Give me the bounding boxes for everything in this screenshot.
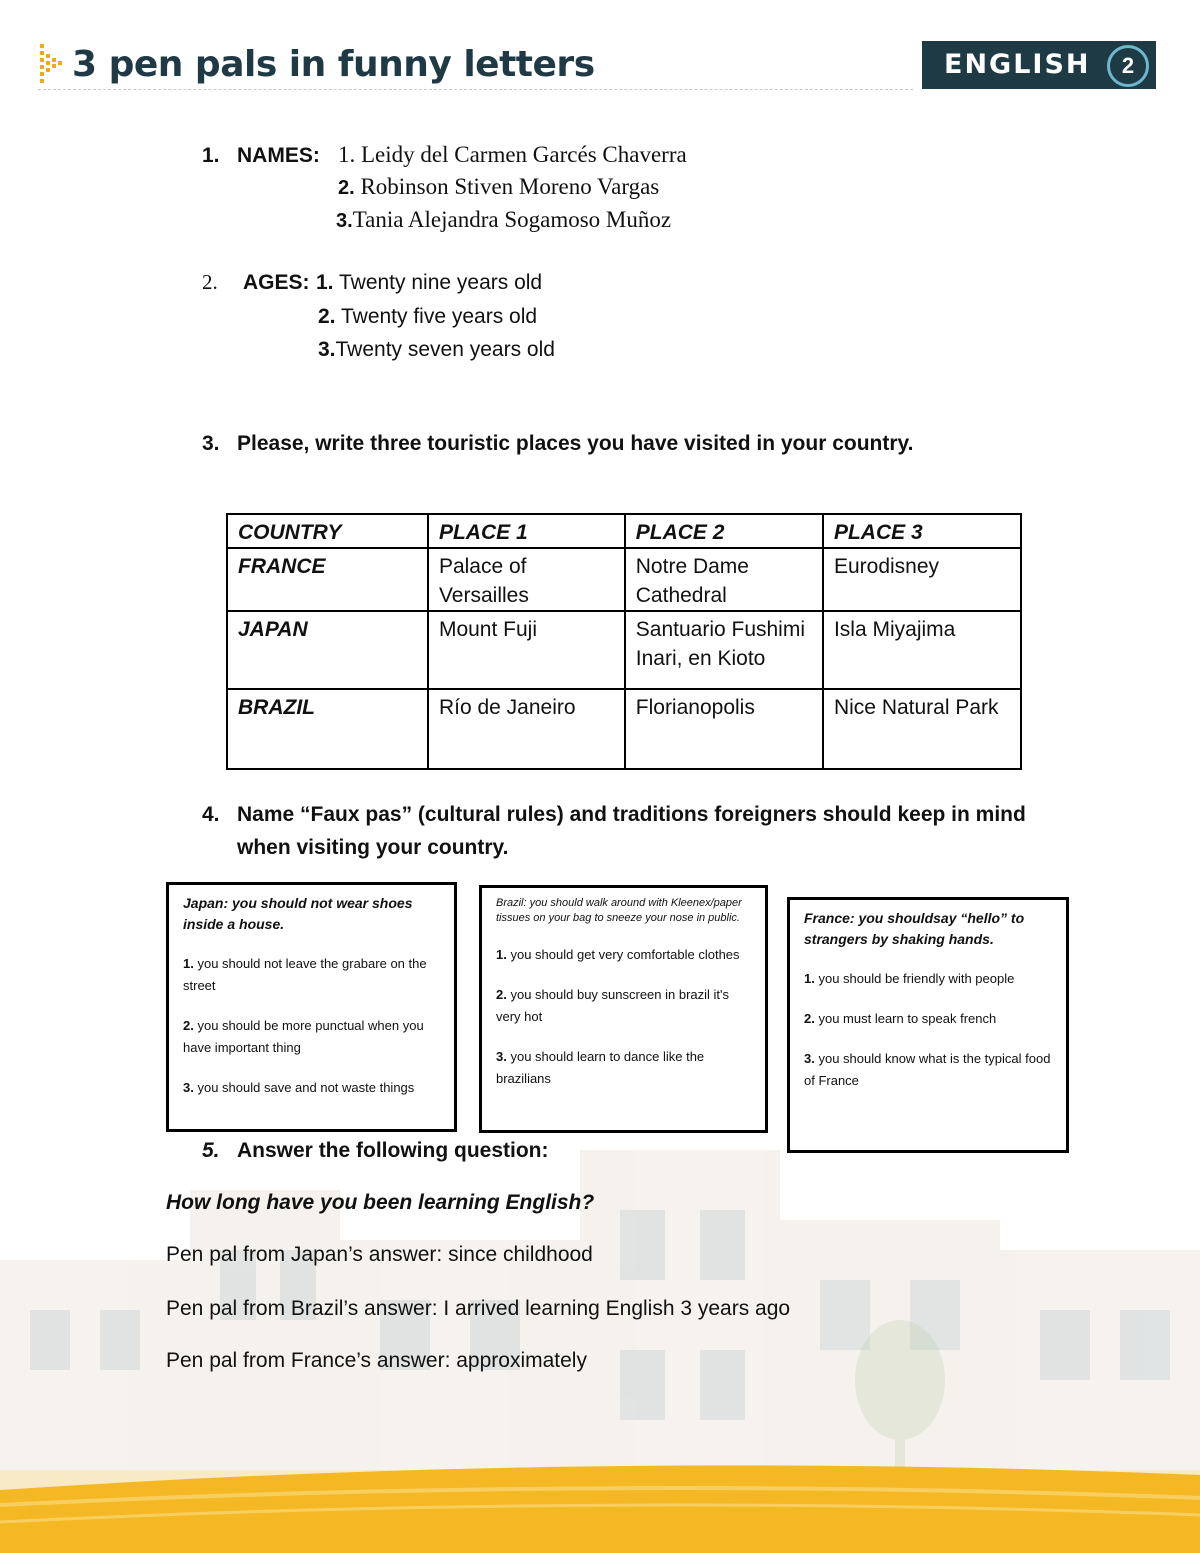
country-cell: FRANCE xyxy=(227,548,428,611)
name-item-1: 1. Leidy del Carmen Garcés Chaverra xyxy=(338,142,687,167)
q3-text: Please, write three touristic places you have visited in your country. xyxy=(237,432,914,455)
japan-tip-2: 2. you should be more punctual when you have important thing xyxy=(183,1018,424,1055)
france-tip-1: 1. you should be friendly with people xyxy=(804,971,1015,986)
play-arrow-logo-icon xyxy=(38,42,64,86)
brazil-box-heading: Brazil: you should walk around with Kleenex/paper tissues on your bag to sneeze your nose in public. xyxy=(496,897,742,924)
country-cell: BRAZIL xyxy=(227,689,428,769)
name-item-3: 3.Tania Alejandra Sogamoso Muñoz xyxy=(336,207,672,232)
level-number-badge: 2 xyxy=(1107,45,1149,87)
japan-tip-1: 1. you should not leave the grabare on the street xyxy=(183,956,427,993)
q5-question: How long have you been learning English? xyxy=(166,1191,595,1214)
france-tip-2: 2. you must learn to speak french xyxy=(804,1011,997,1026)
france-box-heading: France: you shouldsay “hello” to strangers by shaking hands. xyxy=(804,910,1025,947)
brazil-faux-pas-box xyxy=(479,885,768,1133)
badge-label: ENGLISH xyxy=(944,49,1091,80)
q5-label: Answer the following question: xyxy=(237,1139,549,1162)
place-cell: Nice Natural Park xyxy=(823,689,1021,769)
title-underline xyxy=(38,89,913,90)
brazil-tip-2: 2. you should buy sunscreen in brazil it's very hot xyxy=(496,987,730,1024)
q4-text-line-2: when visiting your country. xyxy=(237,836,509,859)
q1-number: 1. xyxy=(202,144,220,167)
header-place-3: PLACE 3 xyxy=(823,514,1021,548)
japan-tip-3: 3. you should save and not waste things xyxy=(183,1080,415,1095)
answer-japan: Pen pal from Japan’s answer: since childhood xyxy=(166,1243,593,1266)
place-cell: Florianopolis xyxy=(625,689,823,769)
places-table xyxy=(226,513,1022,770)
q3-number: 3. xyxy=(202,432,220,455)
age-item-2: 2. Twenty five years old xyxy=(318,305,538,328)
brazil-tip-1: 1. you should get very comfortable clothes xyxy=(496,947,740,962)
place-cell: Notre Dame Cathedral xyxy=(625,548,823,611)
age-item-3: 3.Twenty seven years old xyxy=(318,338,555,361)
brazil-tip-3: 3. you should learn to dance like the brazilians xyxy=(496,1049,705,1086)
q2-label: AGES: xyxy=(243,271,310,294)
place-cell: Palace of Versailles xyxy=(428,548,625,611)
japan-faux-pas-box xyxy=(166,882,457,1132)
place-cell: Isla Miyajima xyxy=(823,611,1021,689)
country-cell: JAPAN xyxy=(227,611,428,689)
place-cell: Río de Janeiro xyxy=(428,689,625,769)
page-title: 3 pen pals in funny letters xyxy=(72,43,595,85)
q5-number: 5. xyxy=(202,1139,220,1162)
age-item-1: 1. Twenty nine years old xyxy=(316,271,543,294)
place-cell: Mount Fuji xyxy=(428,611,625,689)
header-place-2: PLACE 2 xyxy=(625,514,823,548)
table-row xyxy=(227,548,1021,611)
q4-text-line-1: Name “Faux pas” (cultural rules) and traditions foreigners should keep in mind xyxy=(237,803,1026,826)
name-item-2: 2. Robinson Stiven Moreno Vargas xyxy=(338,174,660,199)
place-cell: Santuario Fushimi Inari, en Kioto xyxy=(625,611,823,689)
q2-number: 2. xyxy=(202,270,218,294)
header-country: COUNTRY xyxy=(227,514,428,548)
france-faux-pas-box xyxy=(787,897,1069,1153)
answer-france: Pen pal from France’s answer: approximately xyxy=(166,1349,587,1372)
table-header-row xyxy=(227,514,1021,548)
q4-number: 4. xyxy=(202,803,220,826)
place-cell: Eurodisney xyxy=(823,548,1021,611)
table-row xyxy=(227,689,1021,769)
answer-brazil: Pen pal from Brazil’s answer: I arrived learning English 3 years ago xyxy=(166,1297,791,1320)
header-place-1: PLACE 1 xyxy=(428,514,625,548)
q1-label: NAMES: xyxy=(237,144,320,167)
france-tip-3: 3. you should know what is the typical food of France xyxy=(804,1051,1051,1088)
japan-box-heading: Japan: you should not wear shoes inside a house. xyxy=(183,895,413,932)
table-row xyxy=(227,611,1021,689)
page-header xyxy=(38,38,595,90)
